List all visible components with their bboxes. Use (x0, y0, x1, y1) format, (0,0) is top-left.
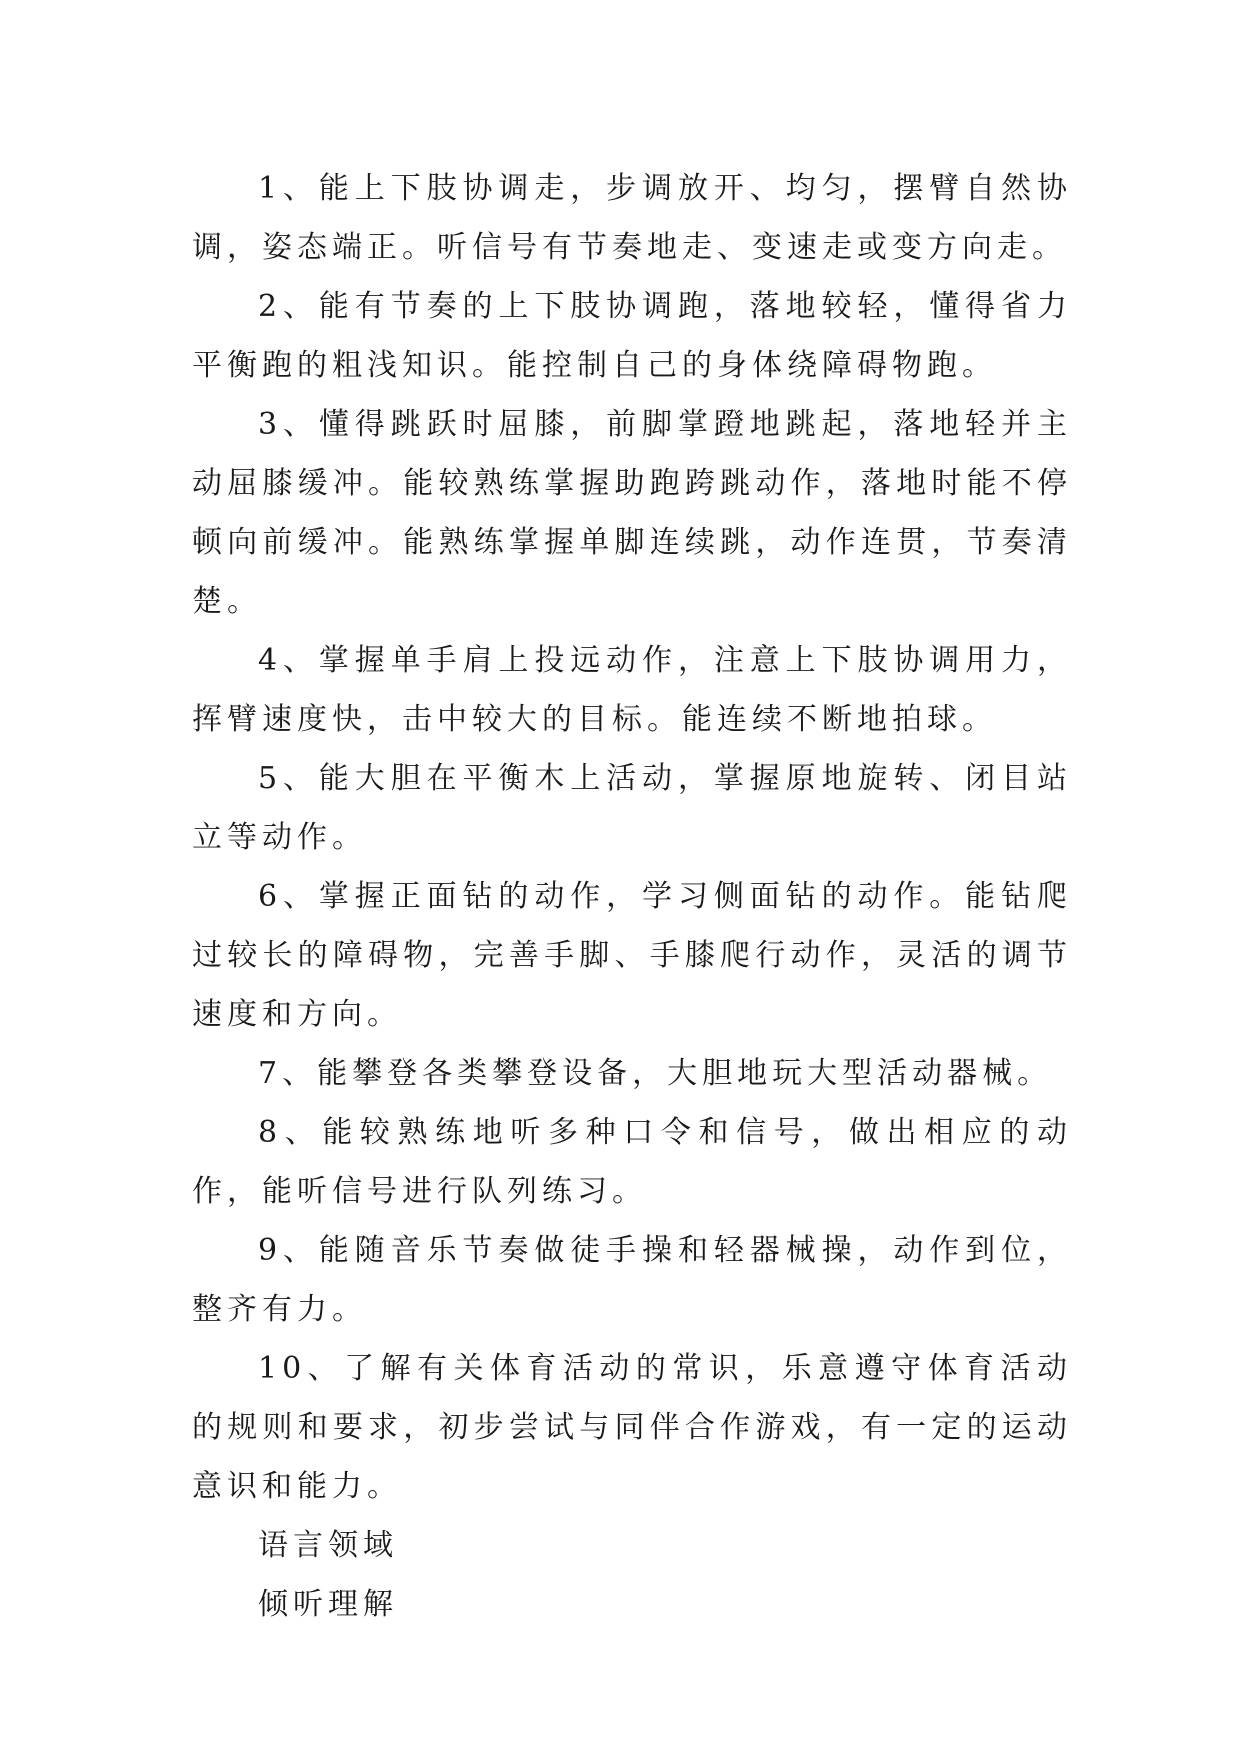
document-body (192, 159, 1072, 1634)
paragraph-9: 9、能随音乐节奏做徒手操和轻器械操，动作到位，整齐有力。 (192, 1233, 1072, 1327)
paragraph-6: 6、掌握正面钻的动作，学习侧面钻的动作。能钻爬过较长的障碍物，完善手脚、手膝爬行动作，灵活的调节速度和方向。 (192, 879, 1072, 1032)
section-heading: 语言领域 (258, 1528, 398, 1563)
paragraph-4: 4、掌握单手肩上投远动作，注意上下肢协调用力，挥臂速度快，击中较大的目标。能连续不断地拍球。 (192, 643, 1072, 737)
paragraph-7: 7、能攀登各类攀登设备，大胆地玩大型活动器械。 (258, 1056, 1053, 1091)
paragraph-5: 5、能大胆在平衡木上活动，掌握原地旋转、闭目站立等动作。 (192, 761, 1072, 855)
paragraph-8: 8、能较熟练地听多种口令和信号，做出相应的动作，能听信号进行队列练习。 (192, 1115, 1072, 1209)
paragraph-2: 2、能有节奏的上下肢协调跑，落地较轻，懂得省力平衡跑的粗浅知识。能控制自己的身体绕障碍物跑。 (192, 289, 1072, 383)
paragraph-3: 3、懂得跳跃时屈膝，前脚掌蹬地跳起，落地轻并主动屈膝缓冲。能较熟练掌握助跑跨跳动作，落地时能不停顿向前缓冲。能熟练掌握单脚连续跳，动作连贯，节奏清楚。 (192, 407, 1072, 619)
paragraph-10: 10、了解有关体育活动的常识，乐意遵守体育活动的规则和要求，初步尝试与同伴合作游戏，有一定的运动意识和能力。 (192, 1351, 1072, 1504)
paragraph-1: 1、能上下肢协调走，步调放开、均匀，摆臂自然协调，姿态端正。听信号有节奏地走、变速走或变方向走。 (192, 171, 1072, 265)
subsection-heading: 倾听理解 (258, 1587, 398, 1622)
